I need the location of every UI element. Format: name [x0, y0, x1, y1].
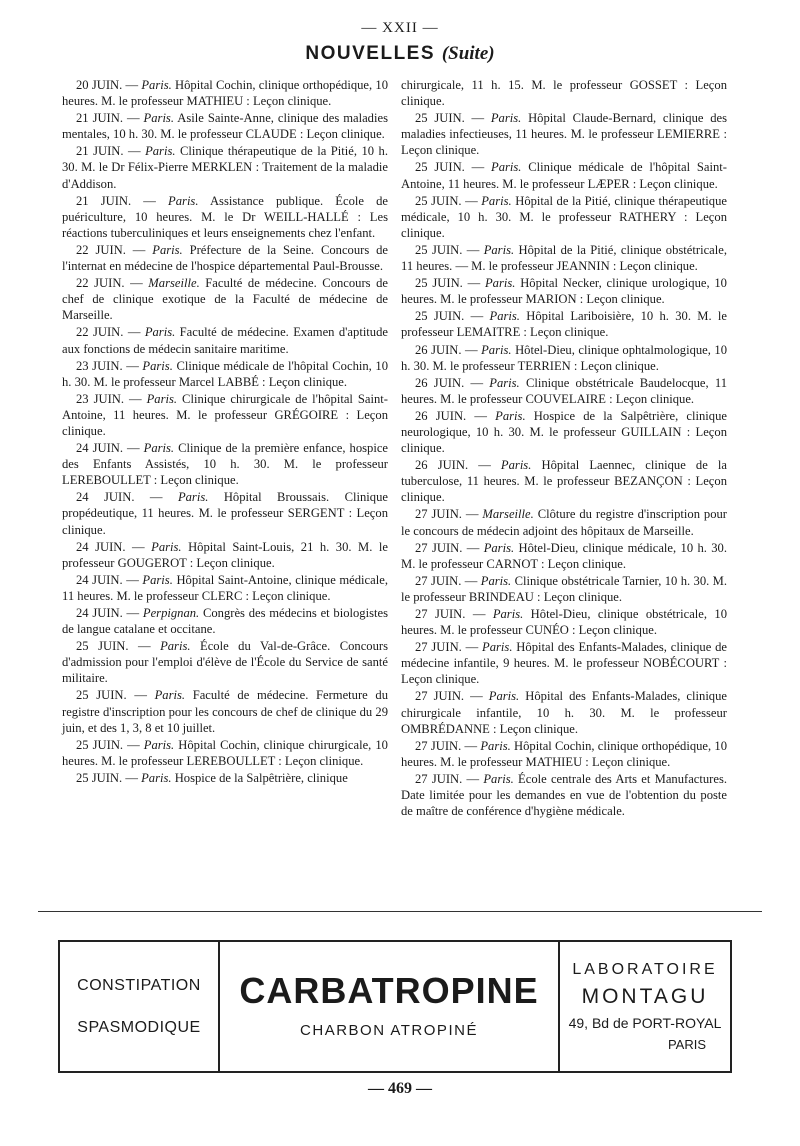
- news-entry: 23 JUIN. — Paris. Clinique chirurgicale de l'hôpital Saint-Antoine, 11 heures. M. le professeur GRÉGOIRE : Leçon clinique.: [62, 391, 388, 438]
- entry-text: Clinique de la première enfance, hospice des Enfants Assistés, 10 h. 30. M. le professeur LEREBOULLET : Leçon clinique.: [62, 441, 388, 488]
- page-header-roman: — XXII —: [361, 20, 439, 36]
- ad-brand-name: CARBATROPINE: [239, 970, 539, 1011]
- ad-laboratory-box: [560, 942, 730, 1071]
- entry-city: Paris.: [177, 490, 209, 505]
- news-entry: 25 JUIN. — Paris. Faculté de médecine. Fermeture du registre d'inscription pour les concours de chef de clinique du 29 juin, et des 1, 3, 8 et 10 juillet.: [62, 688, 389, 735]
- entry-text: Assistance publique. École de puériculture, 10 heures. M. le Dr WEILL-HALLÉ : Les réactions tuberculiniques et leurs enseignements chez l'enfant.: [62, 193, 388, 240]
- left-column: [62, 77, 388, 820]
- entry-text: Hôpital Saint-Antoine, clinique médicale, 11 heures. M. le professeur CLERC : Leçon clinique.: [62, 572, 388, 603]
- entry-text: Hôpital des Enfants-Malades, clinique de médecine infantile, 9 heures. M. le professeur NOBÉCOURT : Leçon clinique.: [401, 640, 727, 687]
- news-entry: 25 JUIN. — Paris. Hôpital Claude-Bernard, clinique des maladies infectieuses, 11 heures. M. le professeur LEMIERRE : Leçon clinique.: [401, 111, 727, 158]
- entry-city: Paris.: [143, 441, 175, 456]
- entry-date: 25 JUIN.: [415, 160, 465, 175]
- entry-text: Faculté de médecine. Examen d'aptitude aux fonctions de médecin sanitaire maritime.: [62, 325, 388, 356]
- entry-text: Hôpital Lariboisière, 10 h. 30. M. le professeur LEMAITRE : Leçon clinique.: [401, 309, 727, 340]
- entry-city: Paris.: [489, 375, 520, 390]
- ad-brand-subtitle: CHARBON ATROPINÉ: [300, 1022, 478, 1039]
- entry-text: Clinique chirurgicale de l'hôpital Saint-Antoine, 11 heures. M. le professeur GRÉGOIRE : Leçon clinique.: [62, 391, 388, 438]
- news-entry: 27 JUIN. — Paris. École centrale des Arts et Manufactures. Date limitée pour les demandes en vue de l'obtention du poste de maître de conférence d'hygiène médicale.: [401, 771, 728, 819]
- news-entry: 27 JUIN. — Paris. Hôtel-Dieu, clinique obstétricale, 10 heures. M. le professeur CUNÉO : Leçon clinique.: [401, 607, 728, 638]
- news-entry: 26 JUIN. — Paris. Hôtel-Dieu, clinique ophtalmologique, 10 h. 30. M. le professeur TERRIEN : Leçon clinique.: [401, 342, 727, 373]
- entry-city: Paris.: [488, 689, 520, 704]
- entry-city: Paris.: [483, 540, 515, 555]
- entry-city: Paris.: [484, 276, 516, 291]
- entry-city: Paris.: [154, 688, 186, 703]
- entry-text: Hôtel-Dieu, clinique ophtalmologique, 10 h. 30. M. le professeur TERRIEN : Leçon clinique.: [401, 342, 727, 373]
- news-entry: 25 JUIN. — Paris. Hôpital Lariboisière, 10 h. 30. M. le professeur LEMAITRE : Leçon clinique.: [401, 309, 727, 340]
- news-entry: 24 JUIN. — Perpignan. Congrès des médecins et biologistes de langue catalane et occitane.: [62, 606, 388, 637]
- entry-text: Hôpital Necker, clinique urologique, 10 heures. M. le professeur MARION : Leçon clinique.: [401, 276, 727, 307]
- entry-text: Faculté de médecine. Concours de chef de clinique exotique de la Faculté de médecine de Marseille.: [62, 276, 389, 323]
- entry-city: Paris.: [500, 458, 532, 473]
- entry-text: Clinique thérapeutique de la Pitié, 10 h. 30. M. le Dr Félix-Pierre MERKLEN : Traitement de la maladie d'Addison.: [62, 144, 389, 191]
- entry-text: Hôpital Cochin, clinique orthopédique, 10 heures. M. le professeur MATHIEU : Leçon clinique.: [401, 738, 727, 769]
- entry-date: 21 JUIN.: [76, 111, 123, 126]
- entry-text: Hôpital Cochin, clinique orthopédique, 10 heures. M. le professeur MATHIEU : Leçon clinique.: [62, 78, 388, 109]
- entry-text: Hôtel-Dieu, clinique obstétricale, 10 heures. M. le professeur CUNÉO : Leçon clinique.: [401, 607, 728, 638]
- ad-indication-box: [60, 942, 220, 1071]
- entry-city: Paris.: [142, 358, 173, 373]
- entry-city: Paris.: [143, 737, 175, 752]
- entry-city: Paris.: [491, 160, 522, 175]
- news-entry: 25 JUIN. — Paris. Hôpital de la Pitié, clinique obstétricale, 11 heures. — M. le professeur JEANNIN : Leçon clinique.: [401, 242, 727, 274]
- entry-date: 24 JUIN.: [76, 539, 126, 554]
- entry-text: Faculté de médecine. Fermeture du registre d'inscription pour les concours de chef de clinique du 29 juin, et des 1, 3, 8 et 10 juillet.: [62, 688, 389, 735]
- news-entry: 20 JUIN. — Paris. Hôpital Cochin, clinique orthopédique, 10 heures. M. le professeur MATHIEU : Leçon clinique.: [62, 78, 388, 109]
- ad-lab-address: 49, Bd de PORT-ROYAL: [568, 1014, 722, 1031]
- news-entry: 24 JUIN. — Paris. Hôpital Saint-Louis, 21 h. 30. M. le professeur GOUGEROT : Leçon clinique.: [62, 539, 388, 570]
- entry-city: Paris.: [480, 738, 511, 753]
- entry-city: Paris.: [492, 607, 524, 621]
- entry-text: chirurgicale, 11 h. 15. M. le professeur GOSSET : Leçon clinique.: [401, 78, 727, 109]
- entry-city: Marseille.: [482, 507, 534, 522]
- entry-date: 27 JUIN.: [415, 540, 463, 555]
- news-entry: 26 JUIN. — Paris. Clinique obstétricale Baudelocque, 11 heures. M. le professeur COUVELAIRE : Leçon clinique.: [401, 375, 728, 406]
- entry-text: Clinique obstétricale Tarnier, 10 h. 30. M. le professeur BRINDEAU : Leçon clinique.: [401, 573, 728, 604]
- entry-date: 26 JUIN.: [415, 458, 469, 473]
- entry-city: Paris.: [480, 573, 512, 588]
- entry-date: 25 JUIN.: [415, 276, 463, 291]
- entry-text: Hôpital Claude-Bernard, clinique des maladies infectieuses, 11 heures. M. le professeur LEMIERRE : Leçon clinique.: [401, 111, 727, 158]
- entry-date: 26 JUIN.: [415, 408, 467, 423]
- entry-date: 22 JUIN.: [76, 276, 125, 291]
- news-entry: 25 JUIN. — Paris. Clinique médicale de l'hôpital Saint-Antoine, 11 heures. M. le professeur LÆPER : Leçon clinique.: [401, 160, 727, 191]
- news-entry: 22 JUIN. — Marseille. Faculté de médecine. Concours de chef de clinique exotique de la Faculté de médecine de Marseille.: [62, 276, 389, 323]
- entry-city: Paris.: [495, 408, 526, 423]
- entry-date: 25 JUIN.: [415, 193, 462, 208]
- news-entry: 24 JUIN. — Paris. Clinique de la première enfance, hospice des Enfants Assistés, 10 h. 30. M. le professeur LEREBOULLET : Leçon clinique.: [62, 441, 388, 488]
- entry-date: 24 JUIN.: [76, 490, 135, 505]
- separator-rule: [38, 911, 762, 912]
- entry-text: Clôture du registre d'inscription pour le concours de médecin adjoint des hôpitaux de Marseille.: [401, 507, 727, 538]
- news-entry: 27 JUIN. — Paris. Clinique obstétricale Tarnier, 10 h. 30. M. le professeur BRINDEAU : Leçon clinique.: [401, 573, 728, 604]
- entry-text: Hôpital Laennec, clinique de la tuberculose, 11 heures. M. le professeur BEZANÇON : Leçon clinique.: [401, 458, 727, 505]
- entry-date: 27 JUIN.: [415, 573, 462, 588]
- entry-date: 22 JUIN.: [76, 242, 126, 257]
- entry-city: Paris.: [146, 391, 178, 406]
- entry-date: 21 JUIN.: [76, 193, 132, 208]
- entry-text: Préfecture de la Seine. Concours de l'internat en médecine de l'hospice départemental Paul-Brousse.: [62, 242, 388, 274]
- ad-indication-line1: CONSTIPATION: [77, 976, 201, 994]
- entry-text: Hôpital Cochin, clinique chirurgicale, 10 heures. M. le professeur LEREBOULLET : Leçon clinique.: [62, 737, 388, 768]
- entry-city: Perpignan.: [142, 606, 200, 620]
- entry-city: Paris.: [142, 572, 173, 587]
- entry-text: Asile Sainte-Anne, clinique des maladies mentales, 10 h. 30. M. le professeur CLAUDE : Leçon clinique.: [62, 111, 388, 142]
- news-entry: 25 JUIN. — Paris. Hôpital de la Pitié, clinique thérapeutique médicale, 10 h. 30. M. le professeur RATHERY : Leçon clinique.: [401, 193, 727, 240]
- news-entry: 25 JUIN. — Paris. Hôpital Cochin, clinique chirurgicale, 10 heures. M. le professeur LEREBOULLET : Leçon clinique.: [62, 737, 388, 768]
- entry-text: Hôpital Saint-Louis, 21 h. 30. M. le professeur GOUGEROT : Leçon clinique.: [62, 539, 388, 570]
- entry-text: Hôtel-Dieu, clinique médicale, 10 h. 30. M. le professeur CARNOT : Leçon clinique.: [401, 540, 727, 571]
- entry-city: Paris.: [152, 242, 183, 257]
- entry-city: Marseille.: [148, 276, 200, 291]
- entry-text: Clinique médicale de l'hôpital Saint-Antoine, 11 heures. M. le professeur LÆPER : Leçon clinique.: [401, 160, 727, 191]
- entry-date: 23 JUIN.: [76, 391, 125, 406]
- ad-indication-line2: SPASMODIQUE: [77, 1018, 201, 1036]
- entry-text: Clinique médicale de l'hôpital Cochin, 10 h. 30. M. le professeur Marcel LABBÉ : Leçon clinique.: [62, 358, 388, 389]
- entry-city: Paris.: [490, 111, 522, 126]
- news-entry: 27 JUIN. — Paris. Hôtel-Dieu, clinique médicale, 10 h. 30. M. le professeur CARNOT : Leçon clinique.: [401, 540, 727, 571]
- entry-text: Hospice de la Salpêtrière, clinique neurologique, 10 h. 30. M. le professeur GUILLAIN : Leçon clinique.: [401, 408, 727, 456]
- news-entry: 25 JUIN. — Paris. Hospice de la Salpêtrière, clinique: [76, 770, 348, 785]
- entry-text: Hôpital des Enfants-Malades, clinique chirurgicale infantile, 10 h. 30. M. le professeur OMBRÉDANNE : Leçon clinique.: [401, 689, 727, 736]
- entry-date: 24 JUIN.: [76, 606, 123, 620]
- entry-date: 22 JUIN.: [76, 325, 124, 340]
- entry-city: Paris.: [481, 193, 512, 208]
- entry-date: 25 JUIN.: [76, 688, 127, 703]
- section-title: [0, 43, 800, 65]
- entry-text: École du Val-de-Grâce. Concours d'admission pour l'emploi d'élève de l'École du Service de santé militaire.: [62, 639, 388, 686]
- entry-text: Congrès des médecins et biologistes de langue catalane et occitane.: [62, 606, 388, 637]
- entry-date: 27 JUIN.: [415, 640, 462, 655]
- news-entry: 23 JUIN. — Paris. Clinique médicale de l'hôpital Cochin, 10 h. 30. M. le professeur Marcel LABBÉ : Leçon clinique.: [62, 358, 388, 389]
- news-columns: [62, 77, 727, 820]
- news-entry: 27 JUIN. — Paris. Hôpital des Enfants-Malades, clinique de médecine infantile, 9 heures. M. le professeur NOBÉCOURT : Leçon clinique.: [401, 640, 727, 687]
- entry-date: 23 JUIN.: [76, 358, 123, 373]
- news-entry: 24 JUIN. — Paris. Hôpital Saint-Antoine, clinique médicale, 11 heures. M. le professeur CLERC : Leçon clinique.: [62, 572, 388, 603]
- entry-date: 27 JUIN.: [415, 507, 462, 522]
- news-entry: 26 JUIN. — Paris. Hôpital Laennec, clinique de la tuberculose, 11 heures. M. le professeur BEZANÇON : Leçon clinique.: [401, 458, 727, 505]
- entry-text: École centrale des Arts et Manufactures. Date limitée pour les demandes en vue de l'obtention du poste de maître de conférence d'hygiène médicale.: [401, 771, 728, 819]
- entry-date: 25 JUIN.: [415, 111, 465, 126]
- entry-date: 24 JUIN.: [76, 441, 124, 456]
- entry-date: 25 JUIN.: [76, 639, 129, 654]
- news-entry: 22 JUIN. — Paris. Faculté de médecine. Examen d'aptitude aux fonctions de médecin sanitaire maritime.: [62, 325, 388, 356]
- entry-date: 24 JUIN.: [76, 572, 123, 587]
- news-entry: 21 JUIN. — Paris. Clinique thérapeutique de la Pitié, 10 h. 30. M. le Dr Félix-Pierre MERKLEN : Traitement de la maladie d'Addison.: [62, 144, 389, 191]
- news-entry: 25 JUIN. — Paris. Hôpital Necker, clinique urologique, 10 heures. M. le professeur MARION : Leçon clinique.: [401, 276, 727, 307]
- entry-city: Paris.: [144, 325, 176, 340]
- entry-date: 20 JUIN.: [76, 78, 123, 92]
- entry-city: Paris.: [482, 640, 513, 655]
- news-entry: 27 JUIN. — Marseille. Clôture du registre d'inscription pour le concours de médecin adjoint des hôpitaux de Marseille.: [401, 507, 727, 538]
- section-title-text: NOUVELLES: [305, 43, 436, 64]
- news-entry: 26 JUIN. — Paris. Hospice de la Salpêtrière, clinique neurologique, 10 h. 30. M. le professeur GUILLAIN : Leçon clinique.: [401, 408, 727, 456]
- entry-text: Hôpital Broussais. Clinique propédeutique, 11 heures. M. le professeur SERGENT : Leçon clinique.: [62, 490, 388, 537]
- news-entry: 24 JUIN. — Paris. Hôpital Broussais. Clinique propédeutique, 11 heures. M. le professeur SERGENT : Leçon clinique.: [62, 490, 388, 537]
- entry-date: 25 JUIN.: [76, 770, 123, 785]
- entry-city: Paris.: [141, 78, 172, 92]
- entry-date: 27 JUIN.: [415, 607, 466, 621]
- ad-lab-line2: MONTAGU: [581, 984, 709, 1008]
- entry-date: 27 JUIN.: [415, 771, 463, 786]
- news-entry: 21 JUIN. — Paris. Asile Sainte-Anne, clinique des maladies mentales, 10 h. 30. M. le professeur CLAUDE : Leçon clinique.: [62, 111, 388, 142]
- entry-date: 25 JUIN.: [76, 737, 124, 752]
- entry-city: Paris.: [151, 539, 182, 554]
- news-entry: 27 JUIN. — Paris. Hôpital des Enfants-Malades, clinique chirurgicale infantile, 10 h. 30. M. le professeur OMBRÉDANNE : Leçon clinique.: [401, 689, 727, 736]
- entry-date: 27 JUIN.: [415, 738, 462, 753]
- entry-date: 21 JUIN.: [76, 144, 124, 159]
- ad-lab-line1: LABORATOIRE: [572, 960, 718, 978]
- page-number: — 469 —: [368, 1080, 432, 1097]
- ad-brand-box: [220, 942, 560, 1071]
- news-entry: [401, 77, 727, 109]
- section-title-suffix: (Suite): [441, 43, 495, 64]
- entry-city: Paris.: [145, 144, 176, 159]
- entry-city: Paris.: [143, 111, 174, 126]
- entry-city: Paris.: [160, 639, 191, 654]
- entry-text: Hospice de la Salpêtrière, clinique: [174, 770, 348, 785]
- news-entry: 21 JUIN. — Paris. Assistance publique. École de puériculture, 10 heures. M. le Dr WEILL-HALLÉ : Les réactions tuberculiniques et leurs enseignements chez l'enfant.: [62, 193, 388, 240]
- ad-lab-city: PARIS: [667, 1036, 706, 1052]
- news-entry: 22 JUIN. — Paris. Préfecture de la Seine. Concours de l'internat en médecine de l'hospice départemental Paul-Brousse.: [62, 242, 388, 274]
- advertisement: [58, 940, 732, 1073]
- entry-text: Clinique obstétricale Baudelocque, 11 heures. M. le professeur COUVELAIRE : Leçon clinique.: [401, 375, 728, 406]
- entry-city: Paris.: [483, 771, 514, 786]
- news-entry: 27 JUIN. — Paris. Hôpital Cochin, clinique orthopédique, 10 heures. M. le professeur MATHIEU : Leçon clinique.: [401, 738, 727, 769]
- entry-date: 25 JUIN.: [415, 309, 465, 324]
- entry-text: Hôpital de la Pitié, clinique thérapeutique médicale, 10 h. 30. M. le professeur RATHERY : Leçon clinique.: [401, 193, 727, 240]
- entry-city: Paris.: [481, 342, 512, 357]
- entry-city: Paris.: [489, 309, 520, 324]
- entry-date: 26 JUIN.: [415, 342, 462, 357]
- entry-date: 25 JUIN.: [415, 242, 463, 257]
- right-column: [401, 77, 727, 820]
- entry-date: 26 JUIN.: [415, 375, 465, 390]
- entry-city: Paris.: [483, 242, 515, 257]
- entry-city: Paris.: [141, 770, 172, 785]
- entry-date: 27 JUIN.: [415, 689, 465, 704]
- entry-text: Hôpital de la Pitié, clinique obstétricale, 11 heures. — M. le professeur JEANNIN : Leçon clinique.: [401, 242, 727, 274]
- news-entry: 25 JUIN. — Paris. École du Val-de-Grâce. Concours d'admission pour l'emploi d'élève de l'École du Service de santé militaire.: [62, 639, 388, 686]
- entry-city: Paris.: [168, 193, 199, 208]
